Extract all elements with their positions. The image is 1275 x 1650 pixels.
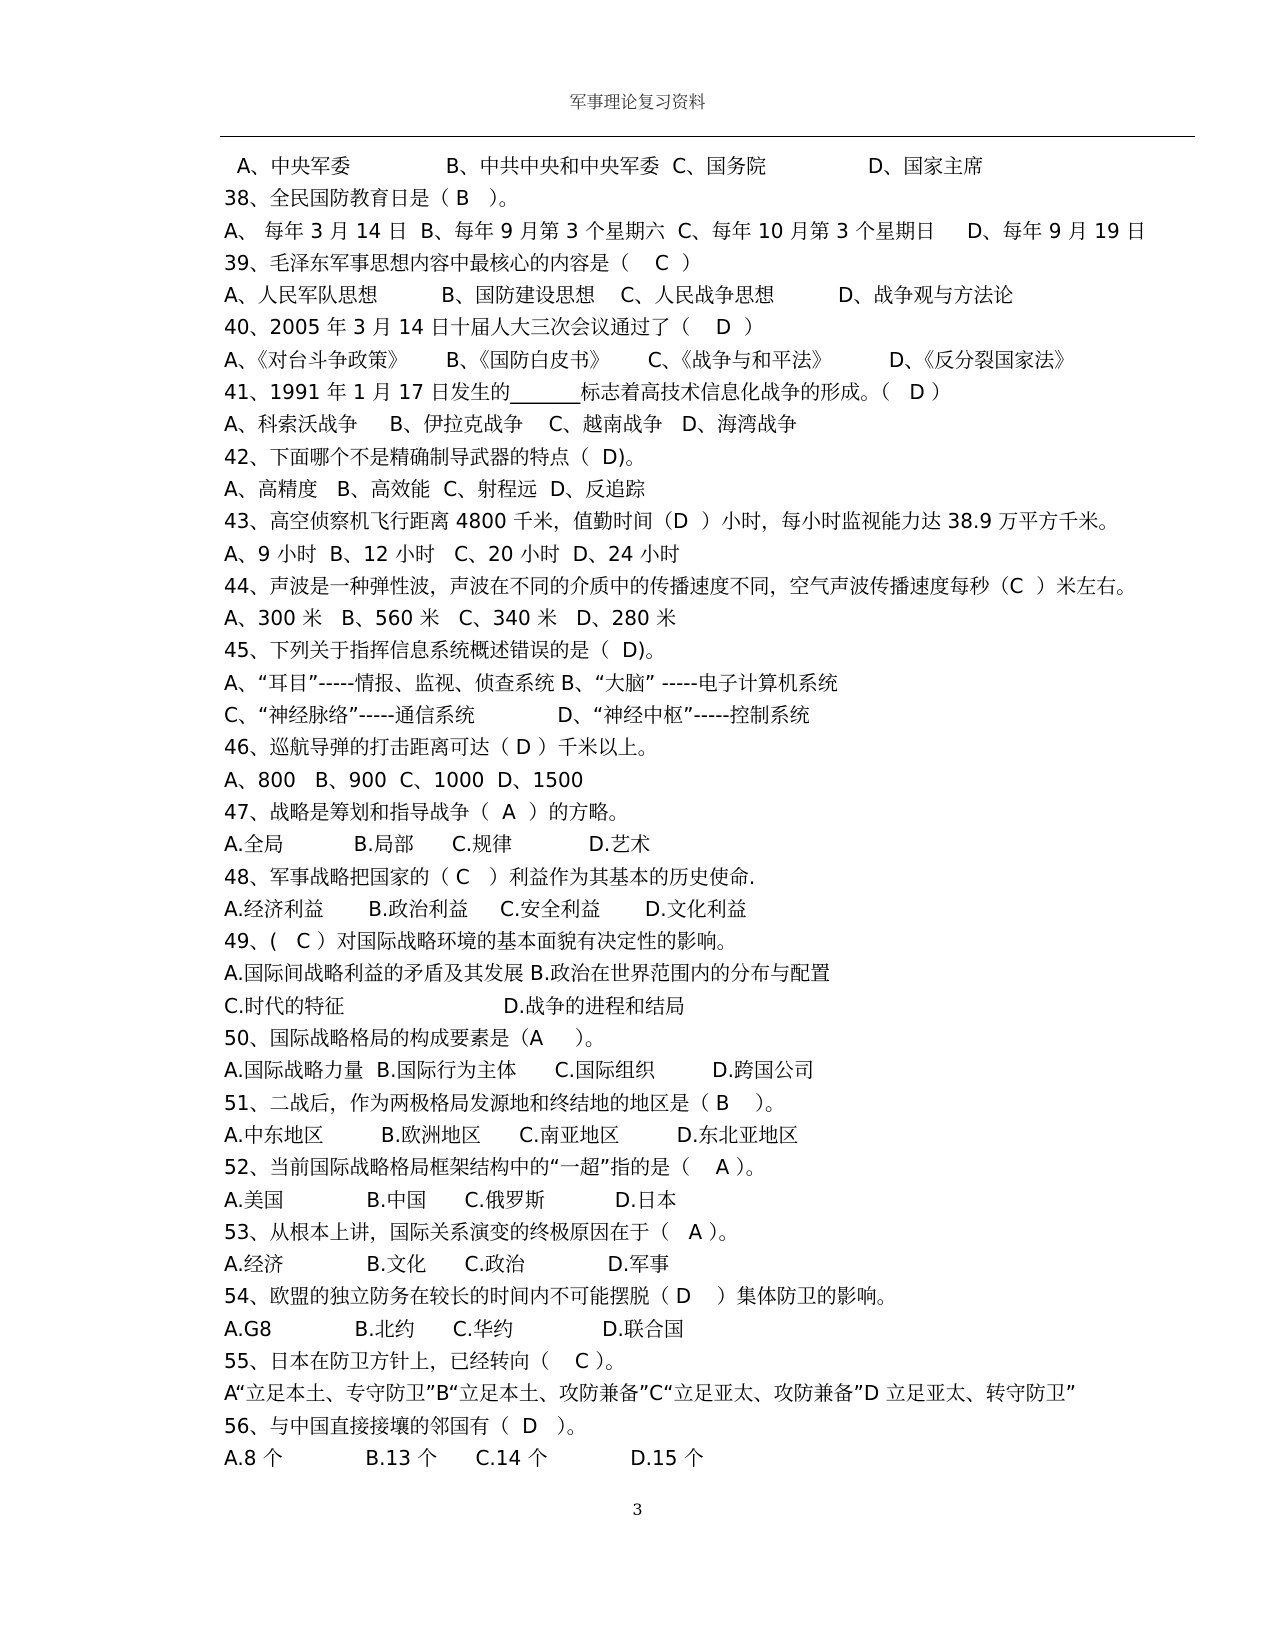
text-line: A、 每年 3 月 14 日 B、每年 9 月第 3 个星期六 C、每年 10 月第 3 个星期日 D、每年 9 月 19 日 xyxy=(224,218,1147,243)
text-line: A.国际间战略利益的矛盾及其发展 B.政治在世界范围内的分布与配置 xyxy=(224,961,831,986)
text-line: A“立足本土、专守防卫”B“立足本土、攻防兼备”C“立足亚太、攻防兼备”D 立足亚太、转守防卫” xyxy=(224,1381,1076,1406)
text-line: 43、高空侦察机飞行距离 4800 千米，值勤时间（D ）小时，每小时监视能力达 38.9 万平方千米。 xyxy=(224,509,1119,534)
text-line: 53、从根本上讲，国际关系演变的终极原因在于（ A ）。 xyxy=(224,1219,739,1244)
text-line: 56、与中国直接接壤的邻国有（ D ）。 xyxy=(224,1413,587,1438)
text-line: A、人民军队思想 B、国防建设思想 C、人民战争思想 D、战争观与方法论 xyxy=(224,283,1014,308)
text-line: A.全局 B.局部 C.规律 D.艺术 xyxy=(224,832,651,857)
text-line: A.8 个 B.13 个 C.14 个 D.15 个 xyxy=(224,1445,704,1470)
text-line: A、中央军委 B、中共中央和中央军委 C、国务院 D、国家主席 xyxy=(224,154,984,178)
text-line: 39、毛泽东军事思想内容中最核心的内容是（ C ） xyxy=(224,250,702,275)
text-line: 55、日本在防卫方针上，已经转向（ C ）。 xyxy=(224,1348,626,1373)
text-line: 38、全民国防教育日是（ B ）。 xyxy=(224,186,519,211)
text-line: A.美国 B.中国 C.俄罗斯 D.日本 xyxy=(224,1187,677,1212)
text-line: 48、军事战略把国家的（ C ）利益作为其基本的历史使命. xyxy=(224,864,756,889)
text-line: A、科索沃战争 B、伊拉克战争 C、越南战争 D、海湾战争 xyxy=(224,412,798,437)
text-line: 41、1991 年 1 月 17 日发生的_______标志着高技术信息化战争的形成。（ D ） xyxy=(224,380,952,405)
text-line: 51、二战后，作为两极格局发源地和终结地的地区是（ B ）。 xyxy=(224,1090,785,1115)
text-line: A、高精度 B、高效能 C、射程远 D、反追踪 xyxy=(224,476,646,501)
text-line: 52、当前国际战略格局框架结构中的“一超”指的是（ A ）。 xyxy=(224,1155,766,1180)
header-rule xyxy=(220,136,1195,137)
text-line: 45、下列关于指挥信息系统概述错误的是（ D)。 xyxy=(224,638,666,663)
text-line: 50、国际战略格局的构成要素是（A ）。 xyxy=(224,1026,605,1051)
text-line: C.时代的特征 D.战争的进程和结局 xyxy=(224,993,686,1018)
page-number: 3 xyxy=(632,1500,643,1519)
text-line: 40、2005 年 3 月 14 日十届人大三次会议通过了（ D ） xyxy=(224,315,764,340)
page-header: 军事理论复习资料 xyxy=(569,93,706,113)
text-line: A、300 米 B、560 米 C、340 米 D、280 米 xyxy=(224,606,677,631)
text-line: A、800 B、900 C、1000 D、1500 xyxy=(224,767,584,792)
text-line: 54、欧盟的独立防务在较长的时间内不可能摆脱（ D ）集体防卫的影响。 xyxy=(224,1284,897,1309)
text-line: A、《对台斗争政策》 B、《国防白皮书》 C、《战争与和平法》 D、《反分裂国家法》 xyxy=(224,347,1075,372)
text-line: A.经济 B.文化 C.政治 D.军事 xyxy=(224,1252,670,1277)
text-line: C、“神经脉络”-----通信系统 D、“神经中枢”-----控制系统 xyxy=(224,703,810,728)
text-line: 46、巡航导弹的打击距离可达（ D ）千米以上。 xyxy=(224,735,658,760)
text-line: 42、下面哪个不是精确制导武器的特点（ D)。 xyxy=(224,444,646,469)
text-line: 49、( C ）对国际战略环境的基本面貌有决定性的影响。 xyxy=(224,929,737,954)
text-line: A.G8 B.北约 C.华约 D.联合国 xyxy=(224,1316,684,1341)
text-line: A.国际战略力量 B.国际行为主体 C.国际组织 D.跨国公司 xyxy=(224,1058,814,1083)
text-line: A、9 小时 B、12 小时 C、20 小时 D、24 小时 xyxy=(224,541,680,566)
text-line: A.经济利益 B.政治利益 C.安全利益 D.文化利益 xyxy=(224,896,747,921)
document-body xyxy=(224,150,1214,1474)
text-line: 47、战略是筹划和指导战争（ A ）的方略。 xyxy=(224,799,629,824)
text-line: 44、声波是一种弹性波，声波在不同的介质中的传播速度不同，空气声波传播速度每秒（C ）米左右。 xyxy=(224,573,1137,598)
text-line: A.中东地区 B.欧洲地区 C.南亚地区 D.东北亚地区 xyxy=(224,1122,799,1147)
text-line: A、“耳目”-----情报、监视、侦查系统 B、“大脑” -----电子计算机系统 xyxy=(224,670,838,695)
